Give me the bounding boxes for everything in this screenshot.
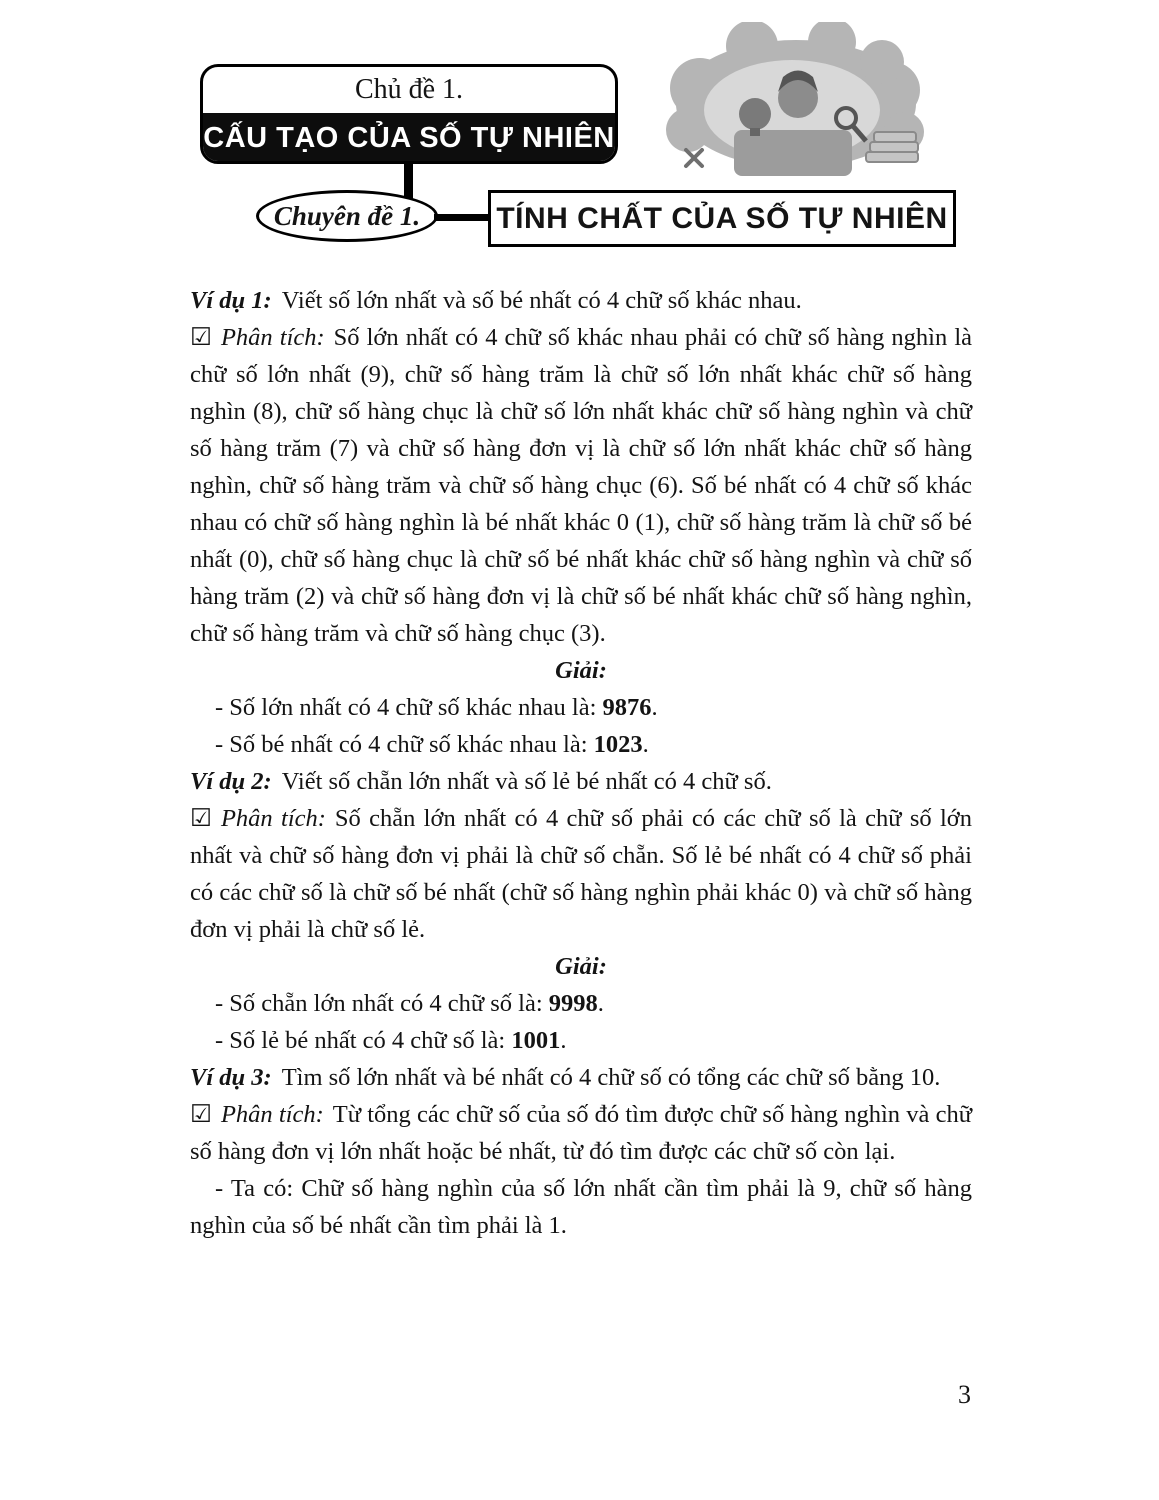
example1-text: Viết số lớn nhất và số bé nhất có 4 chữ số khác nhau. bbox=[281, 287, 802, 314]
solution-end: . bbox=[560, 1027, 567, 1054]
subtopic-label: Chuyên đề 1. bbox=[273, 200, 421, 231]
example2-label: Ví dụ 2: bbox=[190, 768, 272, 795]
example3-analysis bbox=[190, 1096, 972, 1170]
solution-heading: Giải: bbox=[555, 953, 607, 980]
subtopic-title: TÍNH CHẤT CỦA SỐ TỰ NHIÊN bbox=[496, 201, 948, 235]
analysis-text: Từ tổng các chữ số của số đó tìm được chữ số hàng nghìn và chữ số hàng đơn vị lớn nhất hoặc bé nhất, từ đó tìm được các chữ số còn lại. bbox=[190, 1101, 972, 1165]
analysis-label: Phân tích: bbox=[220, 324, 325, 351]
example1-analysis bbox=[190, 319, 972, 652]
solution-end: . bbox=[642, 731, 649, 758]
solution-line bbox=[190, 726, 972, 763]
example1-label: Ví dụ 1: bbox=[190, 287, 272, 314]
page-number: 3 bbox=[958, 1380, 971, 1409]
checkbox-icon: ☑ bbox=[190, 805, 212, 832]
example2-text: Viết số chẵn lớn nhất và số lẻ bé nhất có 4 chữ số. bbox=[281, 768, 772, 795]
solution-value: 1023 bbox=[593, 731, 643, 758]
analysis-label: Phân tích: bbox=[220, 805, 326, 832]
example3-text: Tìm số lớn nhất và bé nhất có 4 chữ số có tổng các chữ số bằng 10. bbox=[281, 1064, 941, 1091]
solution-end: . bbox=[651, 694, 658, 721]
example3-statement bbox=[190, 1059, 972, 1096]
example2-analysis bbox=[190, 800, 972, 948]
solution-line bbox=[190, 689, 972, 726]
subtopic-ellipse bbox=[256, 190, 438, 242]
solution-line bbox=[190, 1022, 972, 1059]
header-illustration bbox=[660, 22, 932, 192]
analysis-label: Phân tích: bbox=[220, 1101, 324, 1128]
example1-statement bbox=[190, 282, 972, 319]
solution-line bbox=[190, 985, 972, 1022]
solution-value: 1001 bbox=[511, 1027, 561, 1054]
solution-value: 9876 bbox=[602, 694, 652, 721]
example3-note: - Ta có: Chữ số hàng nghìn của số lớn nhất cần tìm phải là 9, chữ số hàng nghìn của số bé nhất cần tìm phải là 1. bbox=[190, 1175, 972, 1239]
solution-heading: Giải: bbox=[555, 657, 607, 684]
subtopic-box bbox=[488, 190, 956, 247]
solution-end: . bbox=[597, 990, 604, 1017]
example2-statement bbox=[190, 763, 972, 800]
topic-box bbox=[200, 64, 618, 164]
analysis-text: Số chẵn lớn nhất có 4 chữ số phải có các chữ số là chữ số lớn nhất và chữ số hàng đơn vị phải là chữ số chẵn. Số lẻ bé nhất có 4 chữ số phải có các chữ số là chữ số bé nhất (chữ số hàng nghìn phải khác 0) và chữ số hàng đơn vị phải là chữ số lẻ. bbox=[190, 805, 972, 943]
solution-value: 9998 bbox=[548, 990, 598, 1017]
solution-text: - Số lớn nhất có 4 chữ số khác nhau là: bbox=[215, 694, 603, 721]
topic-label: Chủ đề 1. bbox=[354, 74, 464, 105]
analysis-text: Số lớn nhất có 4 chữ số khác nhau phải có chữ số hàng nghìn là chữ số lớn nhất (9), chữ số hàng trăm là chữ số lớn nhất khác chữ số hàng nghìn (8), chữ số hàng chục là chữ số lớn nhất khác chữ số hàng nghìn và chữ số hàng trăm (7) và chữ số hàng đơn vị là chữ số lớn nhất khác chữ số hàng nghìn, chữ số hàng trăm và chữ số hàng chục (6). Số bé nhất có 4 chữ số khác nhau có chữ số hàng nghìn là bé nhất khác 0 (1), chữ số hàng trăm là chữ số bé nhất (0), chữ số hàng chục là chữ số bé nhất khác chữ số hàng nghìn và chữ số hàng trăm (2) và chữ số hàng đơn vị là chữ số bé nhất khác chữ số hàng nghìn, chữ số hàng trăm và chữ số hàng chục (3). bbox=[190, 324, 972, 647]
solution-text: - Số lẻ bé nhất có 4 chữ số là: bbox=[215, 1027, 512, 1054]
checkbox-icon: ☑ bbox=[190, 1101, 212, 1128]
topic-title: CẤU TẠO CỦA SỐ TỰ NHIÊN bbox=[203, 113, 615, 164]
connector-horizontal bbox=[434, 214, 490, 221]
example3-label: Ví dụ 3: bbox=[190, 1064, 272, 1091]
solution-text: - Số bé nhất có 4 chữ số khác nhau là: bbox=[215, 731, 594, 758]
solution-text: - Số chẵn lớn nhất có 4 chữ số là: bbox=[215, 990, 549, 1017]
checkbox-icon: ☑ bbox=[190, 324, 212, 351]
connector-vertical bbox=[404, 161, 413, 199]
page-content bbox=[190, 282, 972, 1244]
